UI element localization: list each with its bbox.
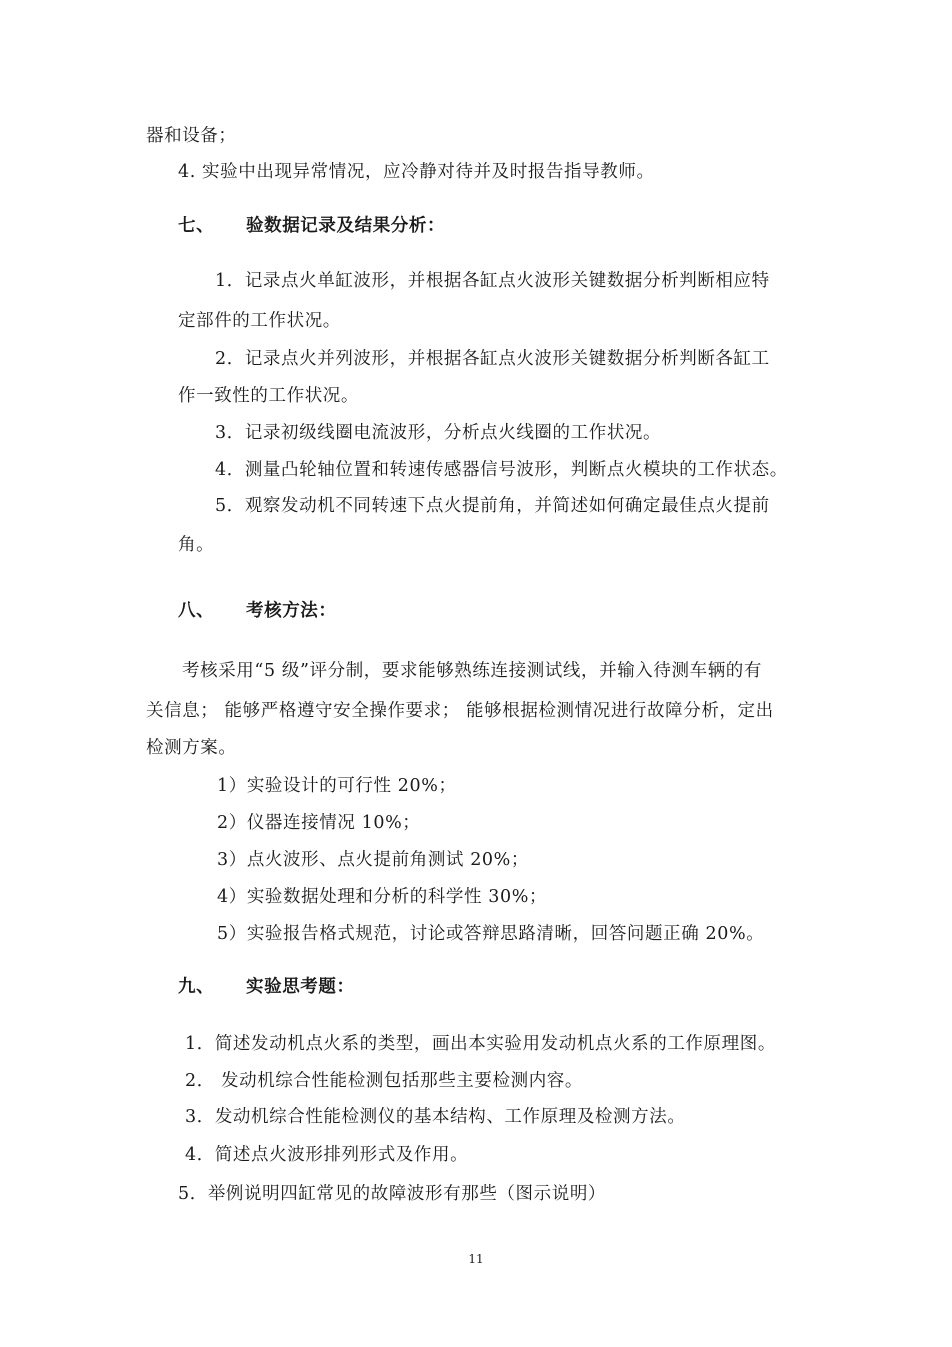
section-9-number: 九、 [178, 977, 215, 997]
section-8-paragraph-line: 检测方案。 [146, 738, 237, 758]
assessment-item: 3）点火波形、点火提前角测试 20%； [217, 850, 529, 870]
page-number: 11 [468, 1252, 484, 1266]
section-7-line: 4．测量凸轮轴位置和转速传感器信号波形，判断点火模块的工作状态。 [215, 460, 788, 480]
section-9-title: 实验思考题： [246, 977, 355, 997]
question-item: 1．简述发动机点火系的类型，画出本实验用发动机点火系的工作原理图。 [185, 1034, 776, 1054]
assessment-item: 2）仪器连接情况 10%； [217, 813, 421, 833]
intro-line-1: 器和设备； [146, 126, 237, 146]
section-7-line: 5．观察发动机不同转速下点火提前角，并简述如何确定最佳点火提前 [215, 496, 770, 516]
section-8-paragraph-line: 考核采用“5 级”评分制，要求能够熟练连接测试线，并输入待测车辆的有 [182, 661, 762, 681]
section-7-title: 验数据记录及结果分析： [246, 216, 446, 236]
section-8-title: 考核方法： [246, 601, 337, 621]
section-7-line: 1．记录点火单缸波形，并根据各缸点火波形关键数据分析判断相应特 [215, 271, 770, 291]
assessment-item: 4）实验数据处理和分析的科学性 30%； [217, 887, 548, 907]
section-7-line: 3．记录初级线圈电流波形，分析点火线圈的工作状况。 [215, 423, 662, 443]
intro-line-2: 4. 实验中出现异常情况，应冷静对待并及时报告指导教师。 [178, 162, 655, 182]
section-7-line: 作一致性的工作状况。 [178, 386, 359, 406]
section-7-line: 角。 [178, 535, 215, 555]
question-item: 4．简述点火波形排列形式及作用。 [185, 1145, 469, 1165]
section-8-paragraph-line: 关信息； 能够严格遵守安全操作要求； 能够根据检测情况进行故障分析，定出 [146, 701, 774, 721]
question-item: 2． 发动机综合性能检测包括那些主要检测内容。 [185, 1071, 583, 1091]
assessment-item: 5）实验报告格式规范，讨论或答辩思路清晰，回答问题正确 20%。 [217, 924, 765, 944]
section-7-line: 2．记录点火并列波形，并根据各缸点火波形关键数据分析判断各缸工 [215, 349, 770, 369]
assessment-item: 1）实验设计的可行性 20%； [217, 776, 457, 796]
question-item: 5．举例说明四缸常见的故障波形有那些（图示说明） [178, 1184, 607, 1204]
section-8-number: 八、 [178, 601, 215, 621]
section-7-number: 七、 [178, 216, 215, 236]
question-item: 3．发动机综合性能检测仪的基本结构、工作原理及检测方法。 [185, 1107, 686, 1127]
section-7-line: 定部件的工作状况。 [178, 311, 341, 331]
